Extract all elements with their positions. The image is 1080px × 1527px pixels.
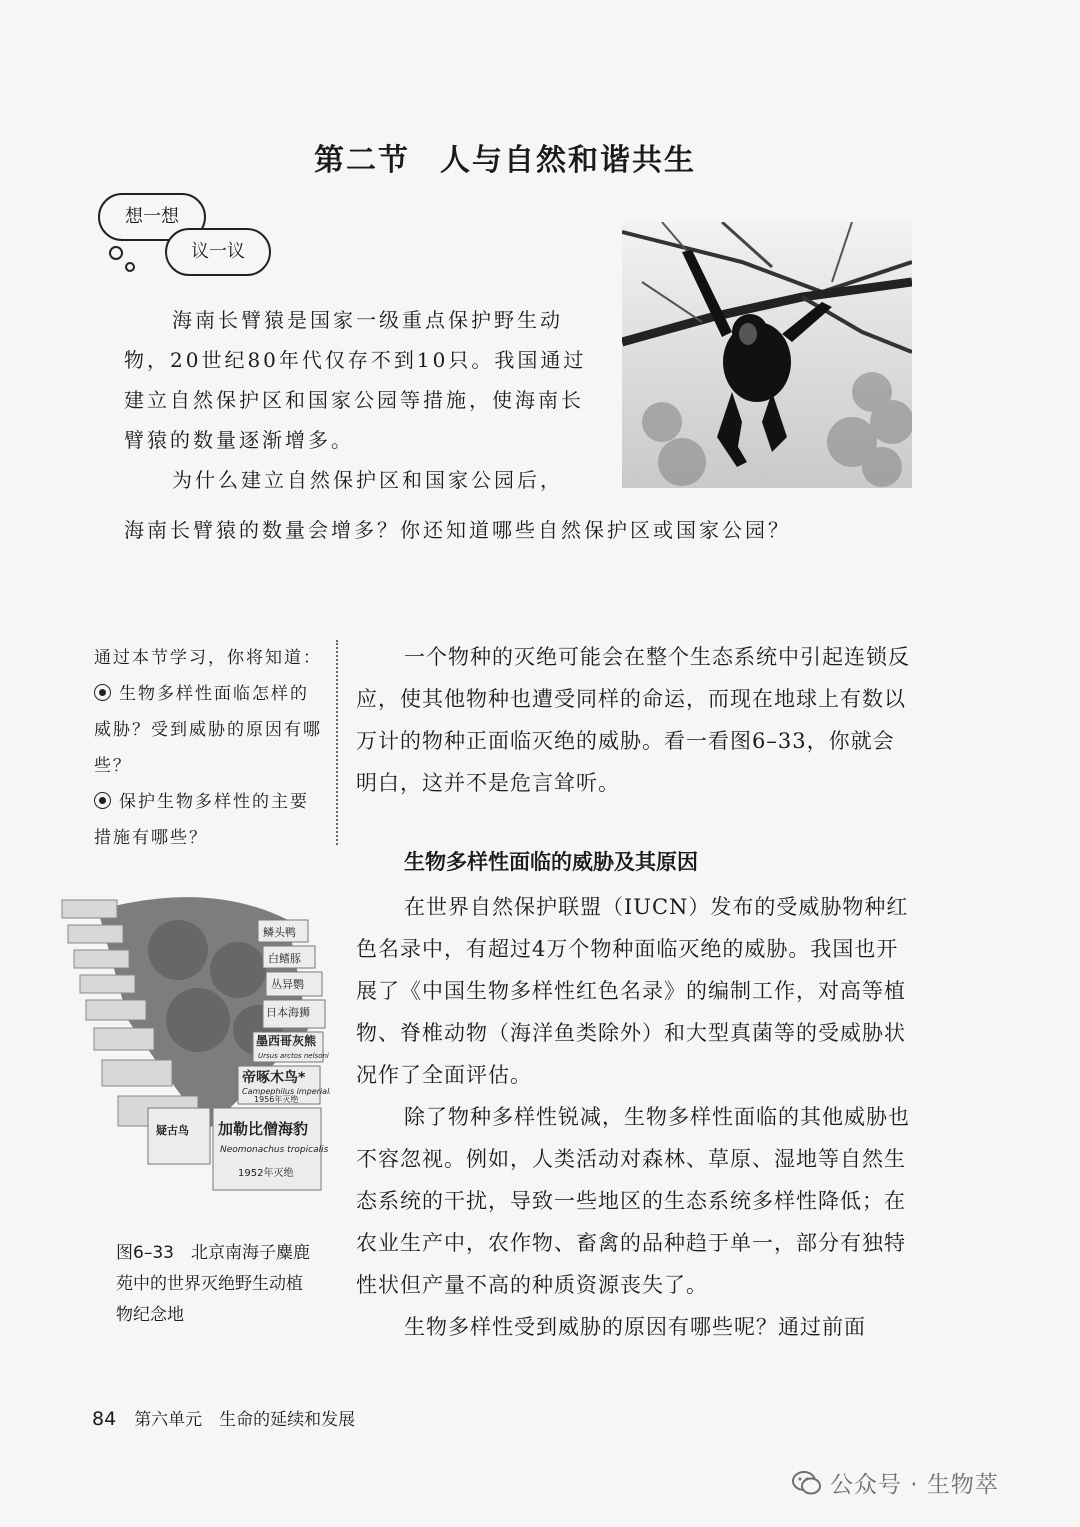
section-heading: 生物多样性面临的威胁及其原因 — [404, 850, 698, 874]
step-label: 疑古鸟 — [156, 1124, 189, 1137]
intro-question-continued — [124, 510, 884, 550]
gibbon-photo — [622, 222, 912, 488]
wechat-icon — [792, 1470, 822, 1502]
page-footer — [92, 1405, 355, 1430]
step-label: 鳞头鸭 — [263, 926, 296, 939]
objective-item — [94, 784, 322, 856]
bubble-dot-small — [125, 262, 135, 272]
objective-item — [94, 676, 322, 784]
step-year: 1956年灭绝 — [254, 1095, 299, 1104]
body-paragraph: 在世界自然保护联盟（IUCN）发布的受威胁物种红色名录中，有超过4万个物种面临灭绝的威胁。我国也开展了《中国生物多样性红色名录》的编制工作，对高等植物、脊椎动物（海洋鱼类除外）和大型真菌等的受威胁状况作了全面评估。 — [356, 895, 909, 1087]
objective-text: 保护生物多样性的主要措施有哪些？ — [94, 792, 309, 848]
step-label: 墨西哥灰熊 — [256, 1034, 317, 1048]
objectives-heading: 通过本节学习，你将知道： — [94, 648, 322, 668]
intro-text — [124, 300, 594, 500]
intro-question-end: 海南长臂猿的数量会增多？你还知道哪些自然保护区或国家公园？ — [124, 518, 791, 542]
learning-objectives — [94, 640, 322, 856]
step-latin: Ursus arctos nelsoni — [258, 1052, 329, 1060]
discuss-cloud: 议一议 — [165, 228, 271, 276]
body-paragraph: 生物多样性受到威胁的原因有哪些呢？通过前面 — [404, 1315, 866, 1339]
intro-question: 为什么建立自然保护区和国家公园后， — [172, 468, 563, 492]
body-paragraph: 除了物种多样性锐减，生物多样性面临的其他威胁也不容忽视。例如，人类活动对森林、草原、湿地等自然生态系统的干扰，导致一些地区的生态系统多样性降低；在农业生产中，农作物、畜禽的品种趋于单一，部分有独特性状但产量不高的种质资源丧失了。 — [356, 1105, 910, 1297]
body-text — [356, 886, 916, 1348]
figure-caption: 图6–33 北京南海子麋鹿苑中的世界灭绝野生动植物纪念地 — [116, 1243, 310, 1325]
unit-title: 第六单元 生命的延续和发展 — [134, 1410, 356, 1430]
target-bullet-icon — [94, 792, 111, 809]
step-latin: Campephilus imperialis — [242, 1087, 330, 1096]
think-cloud: 想一想 — [98, 193, 206, 241]
section-number: 第二节 — [314, 143, 410, 178]
step-label: 白鳍豚 — [268, 952, 301, 965]
main-text — [356, 636, 916, 804]
section-title: 人与自然和谐共生 — [440, 143, 696, 178]
watermark-text: 公众号 · 生物萃 — [830, 1472, 999, 1498]
main-paragraph: 一个物种的灭绝可能会在整个生态系统中引起连锁反应，使其他物种也遭受同样的命运，而现在地球上有数以万计的物种正面临灭绝的威胁。看一看图6–33，你就会明白，这并不是危言耸听。 — [356, 645, 910, 795]
target-bullet-icon — [94, 684, 111, 701]
intro-paragraph: 海南长臂猿是国家一级重点保护野生动物，20世纪80年代仅存不到10只。我国通过建立自然保护区和国家公园等措施，使海南长臂猿的数量逐渐增多。 — [124, 308, 587, 452]
dotted-divider — [336, 640, 338, 845]
page-title — [0, 135, 1010, 179]
memorial-photo — [58, 880, 330, 1230]
page-number: 84 — [92, 1408, 117, 1430]
watermark — [792, 1466, 999, 1502]
bubble-dot — [109, 246, 123, 260]
objective-text: 生物多样性面临怎样的威胁？受到威胁的原因有哪些？ — [94, 684, 322, 776]
step-label: 日本海狮 — [266, 1006, 310, 1019]
step-label: 加勒比僧海豹 — [218, 1120, 309, 1138]
step-label: 帝啄木鸟* — [242, 1070, 306, 1086]
step-latin: Neomonachus tropicalis — [220, 1145, 329, 1155]
step-year: 1952年灭绝 — [238, 1168, 294, 1179]
step-label: 丛异鹦 — [271, 978, 304, 991]
